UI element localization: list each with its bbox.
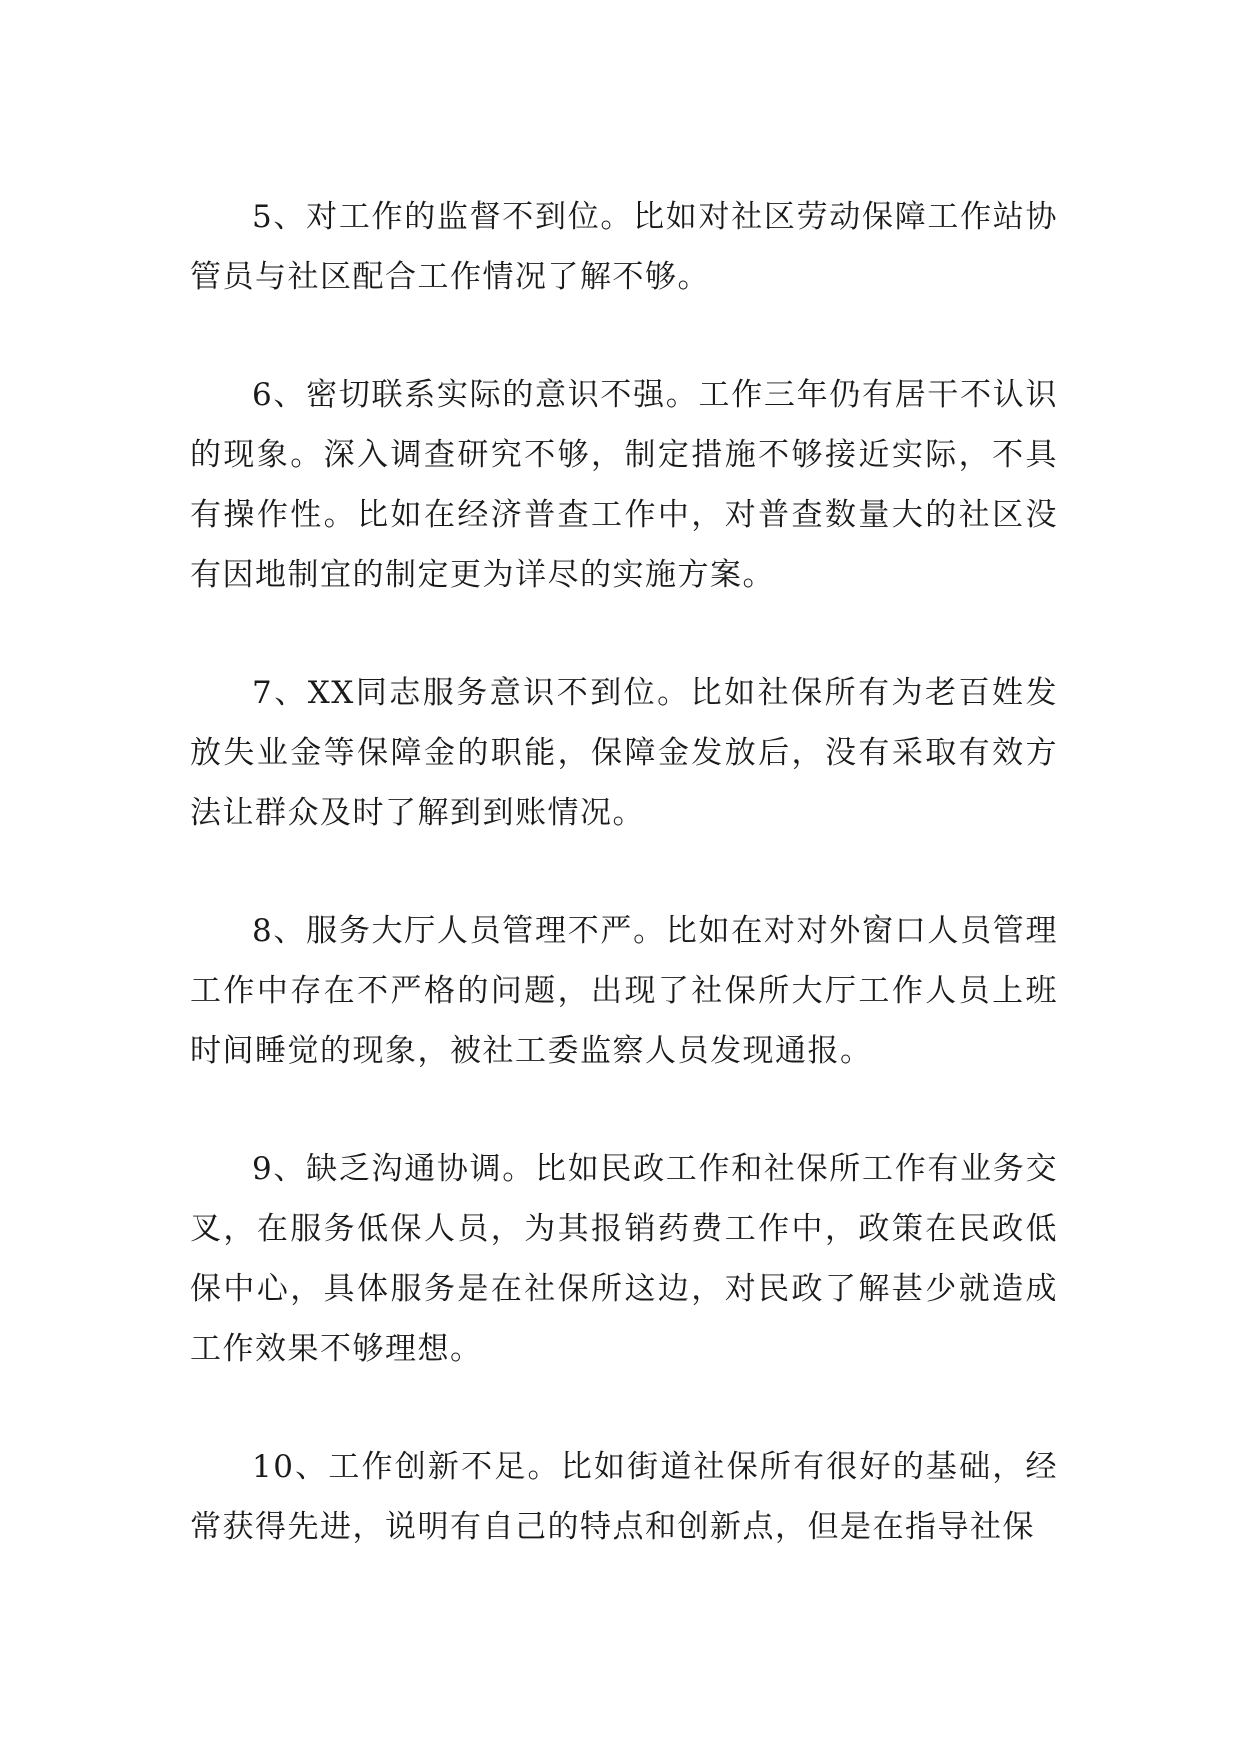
paragraph-item-10: 10、工作创新不足。比如街道社保所有很好的基础，经常获得先进，说明有自己的特点和创新点，但是在指导社保 xyxy=(190,1449,1058,1545)
document-body xyxy=(190,187,1058,1615)
paragraph-item-9: 9、缺乏沟通协调。比如民政工作和社保所工作有业务交叉，在服务低保人员，为其报销药费工作中，政策在民政低保中心，具体服务是在社保所这边，对民政了解甚少就造成工作效果不够理想。 xyxy=(190,1151,1058,1367)
paragraph-item-7: 7、XX同志服务意识不到位。比如社保所有为老百姓发放失业金等保障金的职能，保障金发放后，没有采取有效方法让群众及时了解到到账情况。 xyxy=(190,675,1058,831)
paragraph-item-8: 8、服务大厅人员管理不严。比如在对对外窗口人员管理工作中存在不严格的问题，出现了社保所大厅工作人员上班时间睡觉的现象，被社工委监察人员发现通报。 xyxy=(190,913,1058,1069)
paragraph-item-6: 6、密切联系实际的意识不强。工作三年仍有居干不认识的现象。深入调查研究不够，制定措施不够接近实际，不具有操作性。比如在经济普查工作中，对普查数量大的社区没有因地制宜的制定更为详尽的实施方案。 xyxy=(190,377,1058,593)
paragraph-item-5: 5、对工作的监督不到位。比如对社区劳动保障工作站协管员与社区配合工作情况了解不够。 xyxy=(190,199,1058,295)
